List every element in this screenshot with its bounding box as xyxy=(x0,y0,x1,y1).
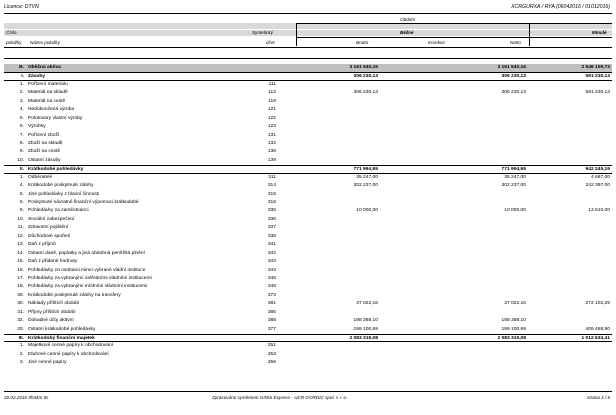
table-row xyxy=(4,140,612,148)
header-bottom-rule xyxy=(4,47,612,48)
row-account: 315 xyxy=(267,191,276,197)
row-minule: 242 397,00 xyxy=(585,183,610,189)
table-row xyxy=(4,132,612,140)
row-account: 316 xyxy=(267,200,276,205)
cislo-header: Číslo xyxy=(6,30,17,35)
row-account: 122 xyxy=(267,115,276,121)
table-row xyxy=(4,292,612,300)
table-row xyxy=(4,250,612,258)
table-row xyxy=(4,309,612,317)
row-account: 336 xyxy=(267,216,276,222)
row-netto: 302 237,00 xyxy=(501,183,526,189)
row-account: 388 xyxy=(267,318,276,324)
table-row xyxy=(4,174,612,182)
row-netto: 3 161 540,16 xyxy=(497,65,526,70)
row-netto: 35 247,00 xyxy=(504,174,526,180)
row-number: 13. xyxy=(17,242,24,248)
row-number: 18. xyxy=(17,284,24,290)
row-number: I. xyxy=(21,74,24,80)
table-row xyxy=(4,317,612,325)
row-number: 9. xyxy=(19,208,24,214)
row-number: 10. xyxy=(17,216,24,222)
row-number: 2. xyxy=(19,90,24,96)
row-account: 341 xyxy=(267,242,276,248)
table-row xyxy=(4,300,612,308)
row-number: 2. xyxy=(19,351,24,357)
row-account: 344 xyxy=(267,267,276,273)
row-number: 3. xyxy=(19,360,24,366)
row-name: Pořízení materiálu xyxy=(28,81,68,87)
row-minule: 2 546 109,73 xyxy=(581,65,610,70)
row-brutto: 10 000,00 xyxy=(356,208,378,214)
korekce-header: Korekce xyxy=(428,40,445,45)
polozky-header: položky xyxy=(6,40,22,45)
row-name: Materiál na skladě xyxy=(28,90,68,96)
table-row xyxy=(4,326,612,334)
row-number: 8. xyxy=(19,140,24,146)
row-number: 5. xyxy=(19,191,24,197)
row-name: Nedokončená výroba xyxy=(28,107,75,113)
table-row xyxy=(4,224,612,232)
row-number: 11. xyxy=(17,225,24,231)
row-netto: 37 022,16 xyxy=(504,301,526,307)
nazev-header: Název položky xyxy=(30,40,60,45)
row-number: 30. xyxy=(17,301,24,307)
report-id-label: XCRGURXA / RYA (06042016 / 01012016) xyxy=(511,4,610,10)
row-name: Ostatní zásoby xyxy=(28,157,61,163)
row-minule: 409 468,90 xyxy=(585,326,610,332)
row-minule: 1 012 634,41 xyxy=(581,336,610,341)
row-number: 1. xyxy=(19,343,24,349)
table-row xyxy=(4,342,612,350)
row-number: 28. xyxy=(17,292,24,298)
header-top-rule xyxy=(4,13,612,14)
row-brutto: 35 247,00 xyxy=(356,174,378,180)
footer-date: 20.02.2016 9h34m 8s xyxy=(4,395,49,400)
row-name: Náklady příštích období xyxy=(28,301,80,307)
row-minule: 13 610,00 xyxy=(588,208,610,214)
table-row xyxy=(4,267,612,275)
row-account: 311 xyxy=(268,174,276,180)
table-row xyxy=(4,123,612,131)
row-account: 314 xyxy=(267,183,276,189)
row-minule: 591 230,13 xyxy=(585,90,610,96)
row-account: 132 xyxy=(267,140,276,146)
table-row xyxy=(4,283,612,291)
row-number: 7. xyxy=(19,132,24,138)
row-brutto: 771 994,95 xyxy=(353,167,378,173)
row-name: Zdravotní pojištění xyxy=(28,225,69,231)
row-number: 5. xyxy=(19,115,24,121)
row-name: Krátkodobé poskytnuté zálohy na transfery xyxy=(28,292,121,298)
row-name: Materiál na cestě xyxy=(28,98,66,104)
body-top-rule xyxy=(4,58,612,59)
footer-rule xyxy=(4,391,612,392)
row-account: 343 xyxy=(267,259,276,265)
ucet-header: účet xyxy=(266,40,275,45)
row-netto: 771 994,95 xyxy=(501,167,526,173)
table-row xyxy=(4,81,612,89)
bezne-header: Běžné xyxy=(400,30,414,35)
table-row xyxy=(4,351,612,359)
row-number: III. xyxy=(18,336,24,341)
bezne-underline xyxy=(296,37,612,38)
row-account: 112 xyxy=(268,90,276,96)
row-name: Příjmy příštích období xyxy=(28,309,76,315)
row-netto: 199 100,69 xyxy=(501,326,526,332)
row-netto: 10 000,00 xyxy=(504,208,526,214)
row-number: 1. xyxy=(19,174,24,180)
header-divider-1 xyxy=(296,23,297,46)
table-row xyxy=(4,115,612,123)
row-brutto: 2 083 315,08 xyxy=(349,336,378,341)
table-row xyxy=(4,72,612,80)
row-name: Ostatní krátkodobé pohledávky xyxy=(28,326,96,332)
row-brutto: 3 161 540,16 xyxy=(349,65,378,70)
row-minule: 272 102,29 xyxy=(585,301,610,307)
row-name: Dohadné účty aktivní xyxy=(28,318,74,324)
row-number: 32. xyxy=(17,318,24,324)
row-account: 373 xyxy=(267,292,276,298)
row-account: 335 xyxy=(267,208,276,214)
row-account: 381 xyxy=(267,301,276,307)
row-brutto: 306 230,13 xyxy=(353,74,378,80)
netto-header: Netto xyxy=(510,40,521,45)
minule-header: Minulé xyxy=(592,30,607,35)
row-name: Krátkodobé pohledávky xyxy=(28,167,84,173)
row-number: 16. xyxy=(17,267,24,273)
table-row xyxy=(4,148,612,156)
row-name: Zboží na cestě xyxy=(28,149,61,155)
row-account: 253 xyxy=(267,351,276,357)
table-row xyxy=(4,182,612,190)
row-account: 337 xyxy=(267,225,276,231)
row-account: 138 xyxy=(267,149,276,155)
table-row xyxy=(4,199,612,207)
row-name: Daň z příjmů xyxy=(28,242,56,248)
table-row xyxy=(4,233,612,241)
row-name: Krátkodobé poskytnuté zálohy xyxy=(28,183,94,189)
row-number: 1. xyxy=(19,81,24,87)
row-number: II. xyxy=(19,167,24,173)
row-name: Oběžná aktiva xyxy=(28,65,61,70)
table-row xyxy=(4,98,612,106)
footer-page: strana 3 / 6 xyxy=(587,395,610,400)
row-netto: 306 230,13 xyxy=(501,74,526,80)
row-name: Pohledávky za osobami mimo vybrané vládní instituce xyxy=(28,267,146,273)
row-name: Pořízení zboží xyxy=(28,132,60,138)
row-netto: 188 388,10 xyxy=(501,318,526,324)
row-name: Dluhové cenné papíry k obchodování xyxy=(28,351,109,357)
row-netto: 306 230,13 xyxy=(501,90,526,96)
row-name: Jiné cenné papíry xyxy=(28,360,67,366)
row-account: 251 xyxy=(267,343,276,349)
row-name: Pohledávky za vybranými ústředními vládními institucemi xyxy=(28,275,152,281)
row-brutto: 302 237,00 xyxy=(353,183,378,189)
row-name: Poskytnuté návratné finanční výpomoci krátkodobé xyxy=(28,200,139,205)
row-brutto: 188 388,10 xyxy=(353,318,378,324)
row-minule: 942 245,19 xyxy=(585,167,610,173)
synteticky-header: Syntetický xyxy=(252,30,273,35)
row-number: 4. xyxy=(19,107,24,113)
footer-system: Zpracováno systémem GINIS Express - UCR GORDIC spol. s r. o. xyxy=(212,395,348,400)
row-account: 377 xyxy=(267,326,276,332)
row-account: 121 xyxy=(267,107,276,113)
table-row xyxy=(4,64,612,72)
table-row xyxy=(4,165,612,173)
row-name: Odběratelé xyxy=(28,174,53,180)
row-number: 9. xyxy=(19,149,24,155)
table-row xyxy=(4,216,612,224)
row-number: 12. xyxy=(17,233,24,239)
table-row xyxy=(4,207,612,215)
row-account: 346 xyxy=(267,275,276,281)
row-account: 111 xyxy=(268,81,276,87)
row-account: 139 xyxy=(267,157,276,163)
balance-table xyxy=(4,64,612,368)
table-row xyxy=(4,106,612,114)
licence-label: Licence: DTVN xyxy=(4,4,39,10)
table-row xyxy=(4,191,612,199)
row-number: 6. xyxy=(19,200,24,205)
table-row xyxy=(4,258,612,266)
row-name: Ostatní daně, poplatky a jiná obdobná peněžitá plnění xyxy=(28,250,145,256)
row-number: 10. xyxy=(17,157,24,163)
row-account: 342 xyxy=(267,250,276,256)
row-name: Daň z přidané hodnoty xyxy=(28,259,78,265)
obdobi-underline xyxy=(296,23,612,24)
row-number: 31. xyxy=(17,309,24,315)
row-account: 338 xyxy=(267,233,276,239)
row-name: Výrobky xyxy=(28,124,46,130)
row-brutto: 37 022,16 xyxy=(356,301,378,307)
table-row xyxy=(4,359,612,367)
row-minule: 591 230,13 xyxy=(585,74,610,80)
row-account: 123 xyxy=(267,124,276,130)
brutto-header: Brutto xyxy=(356,40,369,45)
row-name: Důchodové spoření xyxy=(28,233,71,239)
table-row xyxy=(4,334,612,342)
row-number: 14. xyxy=(17,250,24,256)
row-name: Pohledávky za vybranými místními vládními institucemi xyxy=(28,284,148,290)
row-number: 6. xyxy=(19,124,24,130)
row-name: Majetkové cenné papíry k obchodování xyxy=(28,343,114,349)
obdobi-header: Období xyxy=(400,17,416,22)
row-account: 385 xyxy=(267,309,276,315)
table-row xyxy=(4,241,612,249)
row-account: 131 xyxy=(267,132,276,138)
row-account: 119 xyxy=(268,98,276,104)
row-brutto: 306 230,13 xyxy=(353,90,378,96)
subperiod-band xyxy=(4,30,612,36)
row-name: Zásoby xyxy=(28,74,46,80)
row-name: Jiné pohledávky z hlavní činnosti xyxy=(28,191,100,197)
row-minule: 4 667,00 xyxy=(590,174,610,180)
row-number: 15. xyxy=(17,259,24,265)
row-name: Krátkodobý finanční majetek xyxy=(28,336,95,341)
row-account: 348 xyxy=(267,284,276,290)
table-row xyxy=(4,89,612,97)
row-name: Pohledávky za zaměstnanci xyxy=(28,208,89,214)
table-row xyxy=(4,157,612,165)
row-netto: 2 083 315,08 xyxy=(497,336,526,341)
table-row xyxy=(4,275,612,283)
row-number: 3. xyxy=(19,98,24,104)
row-number: B. xyxy=(19,65,24,70)
row-number: 17. xyxy=(17,275,24,281)
row-number: 33. xyxy=(17,326,24,332)
row-name: Polotovary vlastní výroby xyxy=(28,115,83,121)
header-divider-2 xyxy=(529,23,530,46)
row-number: 4. xyxy=(19,183,24,189)
row-account: 256 xyxy=(267,360,276,366)
row-name: Zboží na skladě xyxy=(28,140,63,146)
row-brutto: 199 100,69 xyxy=(353,326,378,332)
row-name: Sociální zabezpečení xyxy=(28,216,75,222)
